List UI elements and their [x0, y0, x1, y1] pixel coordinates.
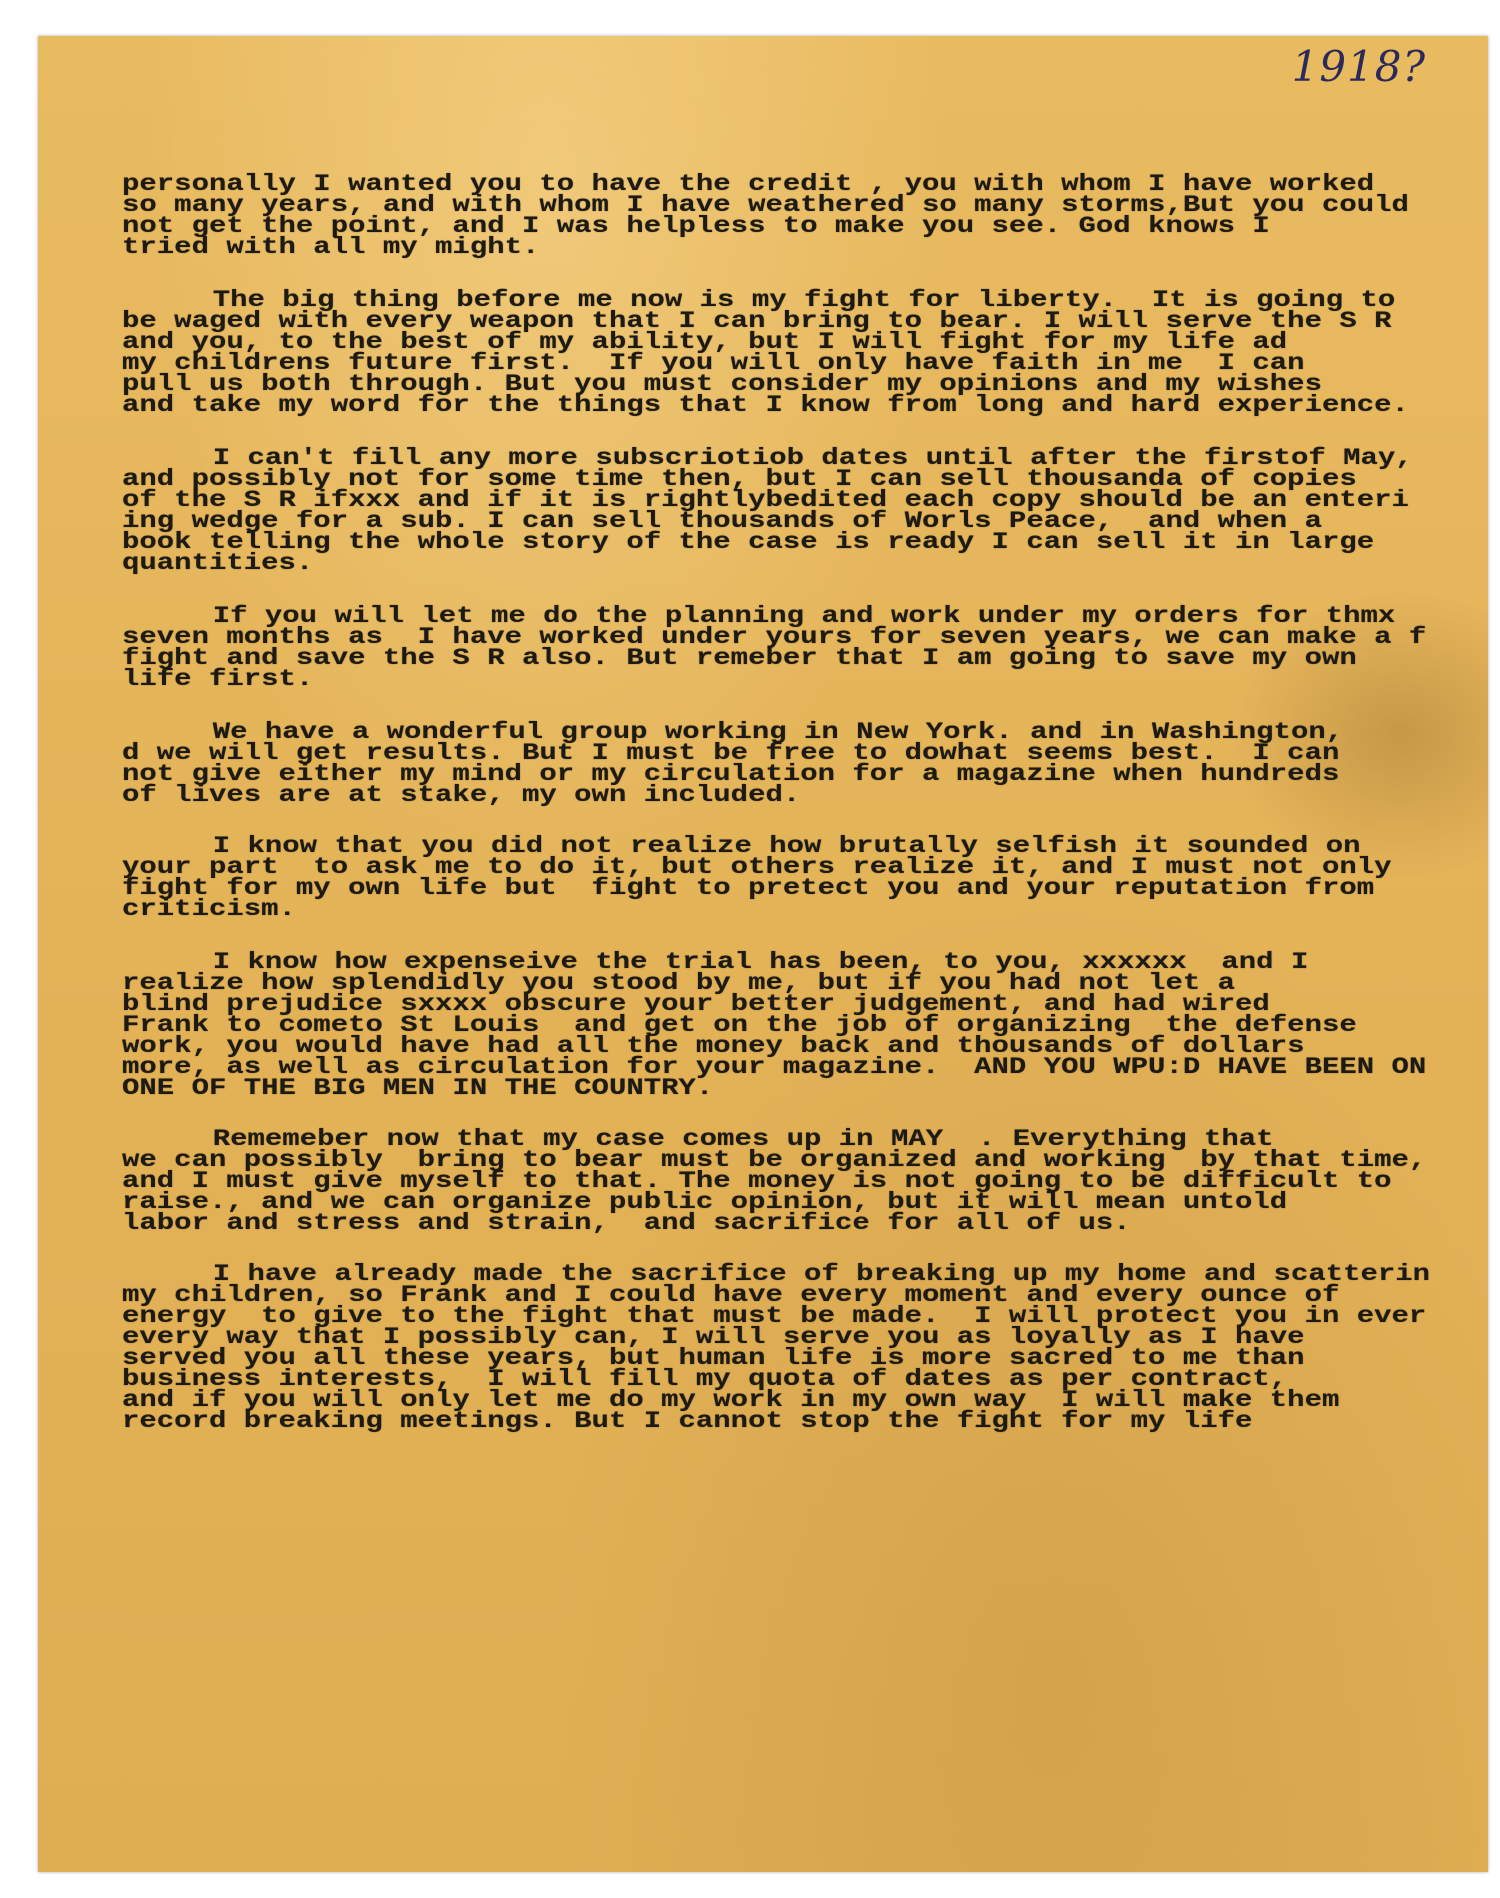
text-line: not give either my mind or my circulation for a magazine when hundreds: [122, 761, 1340, 787]
text-line: energy to give to the fight that must be made. I will protect you in ever: [122, 1303, 1427, 1329]
paragraph-3: [122, 445, 1452, 576]
text-line: blind prejudice sxxxx obscure your better judgement, and had wired: [122, 991, 1270, 1017]
text-line: Rememeber now that my case comes up in MAY . Everything that: [212, 1126, 1274, 1152]
text-line: fight and save the S R also. But remeber that I am going to save my own: [122, 645, 1357, 671]
text-line: I have already made the sacrifice of breaking up my home and scatterin: [212, 1261, 1431, 1287]
paragraph-2: [122, 287, 1452, 418]
text-line: record breaking meetings. But I cannot stop the fight for my life: [122, 1408, 1253, 1434]
paragraph-8: [122, 1126, 1452, 1236]
text-line: d we will get results. But I must be free to dowhat seems best. I can: [122, 740, 1340, 766]
text-line: and if you will only let me do my work in my own way I will make them: [122, 1387, 1340, 1413]
text-line: book telling the whole story of the case is ready I can sell it in large: [122, 529, 1375, 555]
text-line: personally I wanted you to have the credit , you with whom I have worked: [122, 171, 1375, 197]
text-line: served you all these years, but human life is more sacred to me than: [122, 1345, 1305, 1371]
text-line: be waged with every weapon that I can bring to bear. I will serve the S R: [122, 308, 1392, 334]
text-line: and you, to the best of my ability, but I will fight for my life ad: [122, 329, 1288, 355]
text-line: fight for my own life but fight to pretect you and your reputation from: [122, 875, 1375, 901]
text-line: your part to ask me to do it, but others realize it, and I must not only: [122, 854, 1392, 880]
paragraph-1: [122, 171, 1452, 260]
text-line: more, as well as circulation for your magazine. AND YOU WPU:D HAVE BEEN ON: [122, 1054, 1427, 1080]
text-line: and I must give myself to that. The money is not going to be difficult to: [122, 1168, 1392, 1194]
text-line: ONE OF THE BIG MEN IN THE COUNTRY.: [122, 1075, 714, 1101]
text-line: The big thing before me now is my fight for liberty. It is going to: [212, 287, 1396, 313]
text-line: quantities.: [122, 550, 314, 576]
text-line: life first.: [122, 666, 314, 692]
text-line: tried with all my might.: [122, 234, 540, 260]
text-line: of the S R ifxxx and if it is rightlybedited each copy should be an enteri: [122, 487, 1409, 513]
text-line: realize how splendidly you stood by me, but if you had not let a: [122, 970, 1236, 996]
text-line: my children, so Frank and I could have every moment and every ounce of: [122, 1282, 1340, 1308]
text-line: labor and stress and strain, and sacrifice for all of us.: [122, 1210, 1131, 1236]
paragraph-7: [122, 949, 1452, 1101]
letter-page: [38, 36, 1488, 1872]
text-line: Frank to cometo St Louis and get on the job of organizing the defense: [122, 1012, 1357, 1038]
text-line: pull us both through. But you must consider my opinions and my wishes: [122, 371, 1322, 397]
handwritten-date-note: 1918?: [1291, 42, 1426, 91]
text-line: If you will let me do the planning and work under my orders for thmx: [212, 603, 1396, 629]
text-line: I know how expenseive the trial has been, to you, xxxxxx and I: [212, 949, 1309, 975]
text-line: raise., and we can organize public opinion, but it will mean untold: [122, 1189, 1288, 1215]
paragraph-5: [122, 719, 1452, 808]
paragraph-9: [122, 1261, 1452, 1434]
typed-letter-body: [122, 171, 1452, 1434]
text-line: business interests, I will fill my quota of dates as per contract,: [122, 1366, 1288, 1392]
text-line: not get the point, and I was helpless to make you see. God knows I: [122, 213, 1270, 239]
text-line: criticism.: [122, 896, 296, 922]
text-line: We have a wonderful group working in New York. and in Washington,: [212, 719, 1344, 745]
text-line: we can possibly bring to bear must be organized and working by that time,: [122, 1147, 1427, 1173]
text-line: seven months as I have worked under yours for seven years, we can make a f: [122, 624, 1427, 650]
text-line: my childrens future first. If you will only have faith in me I can: [122, 350, 1305, 376]
text-line: and possibly not for some time then, but I can sell thousanda of copies: [122, 466, 1357, 492]
paragraph-6: [122, 833, 1452, 922]
text-line: work, you would have had all the money back and thousands of dollars: [122, 1033, 1305, 1059]
text-line: every way that I possibly can, I will serve you as loyally as I have: [122, 1324, 1305, 1350]
text-line: and take my word for the things that I know from long and hard experience.: [122, 392, 1409, 418]
text-line: I know that you did not realize how brutally selfish it sounded on: [212, 833, 1361, 859]
paragraph-4: [122, 603, 1452, 692]
text-line: I can't fill any more subscriotiob dates until after the firstof May,: [212, 445, 1413, 471]
text-line: ing wedge for a sub. I can sell thousands of Worls Peace, and when a: [122, 508, 1322, 534]
text-line: so many years, and with whom I have weathered so many storms,But you could: [122, 192, 1409, 218]
text-line: of lives are at stake, my own included.: [122, 782, 801, 808]
